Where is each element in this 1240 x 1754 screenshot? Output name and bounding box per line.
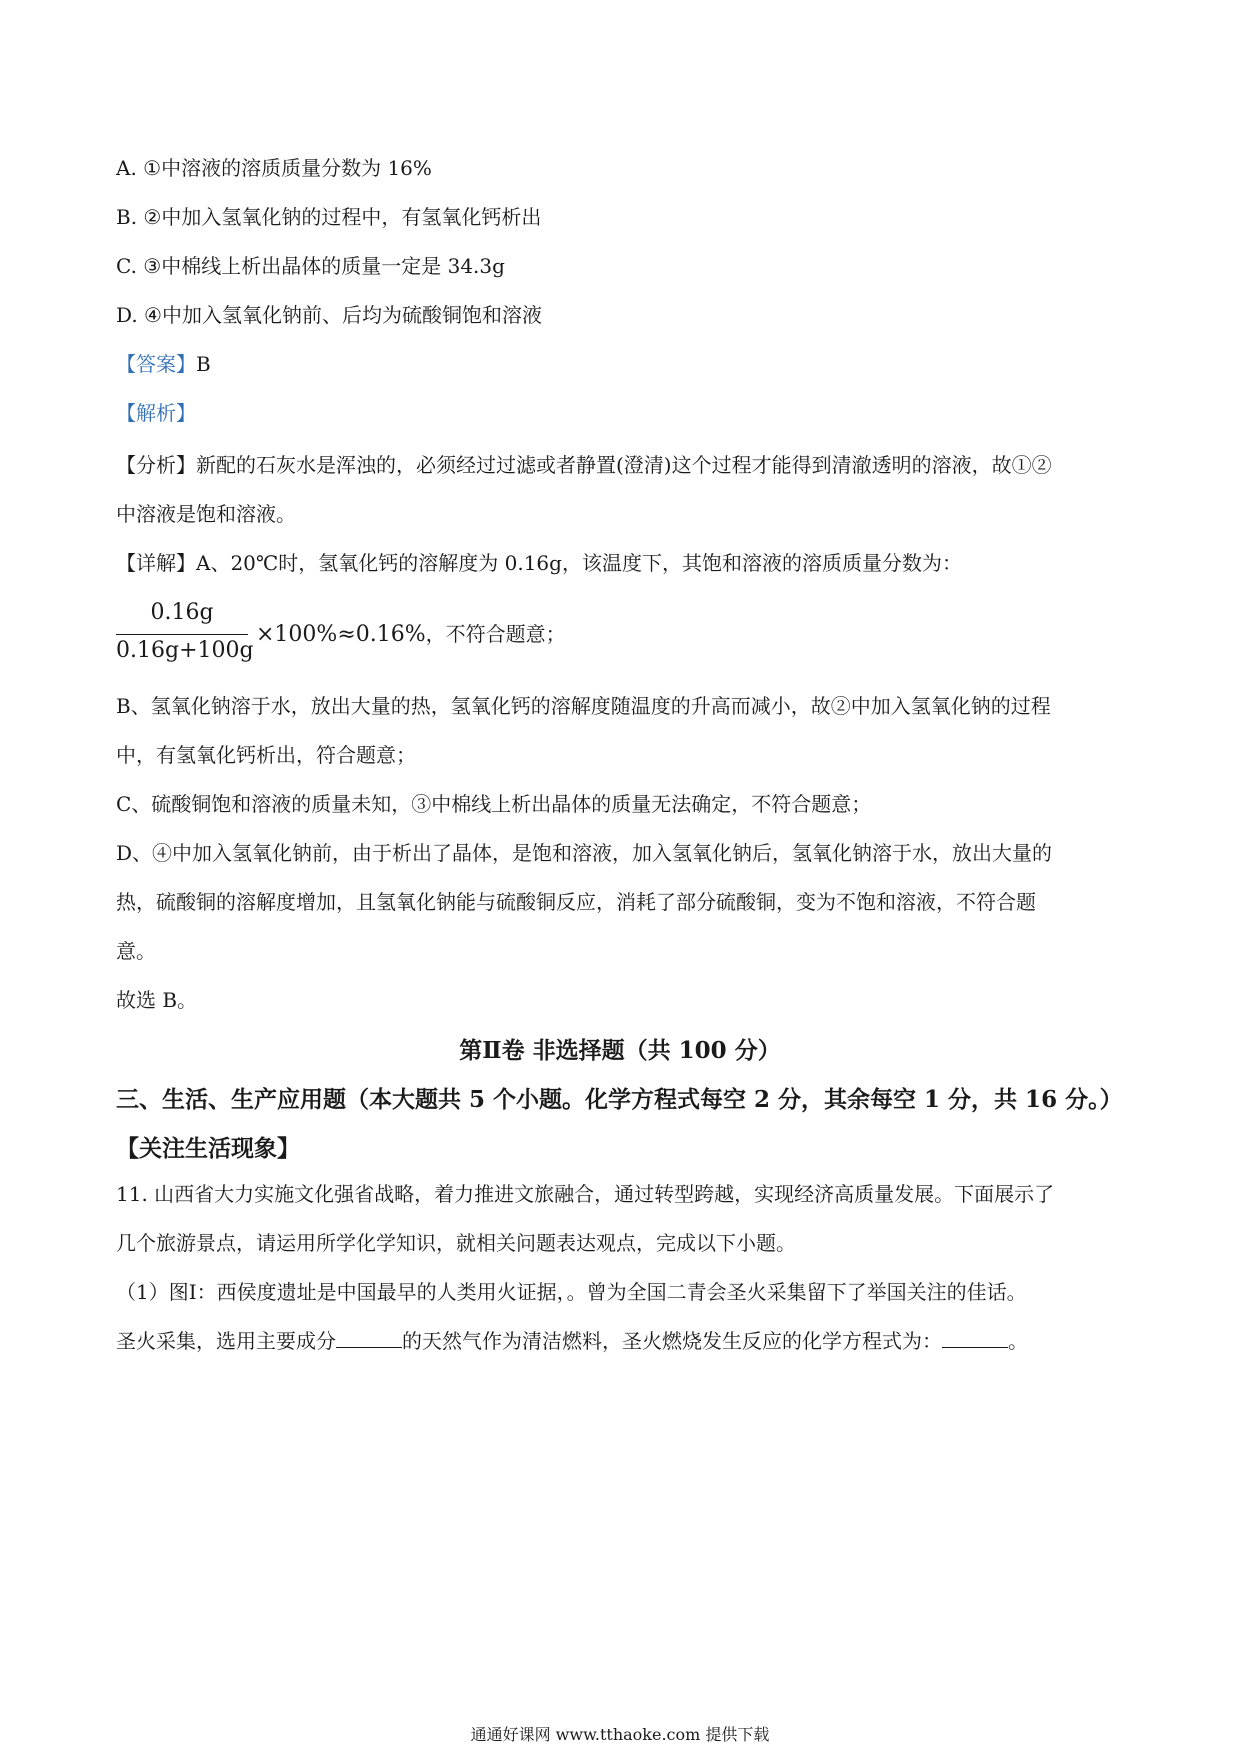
explain-d-2: 热，硫酸铜的溶解度增加，且氢氧化钠能与硫酸铜反应，消耗了部分硫酸铜，变为不饱和溶液，不符合题 [116, 890, 1036, 914]
q11-line-1: 11. 山西省大力实施文化强省战略，着力推进文旅融合，通过转型跨越，实现经济高质量发展。下面展示了 [116, 1182, 1055, 1206]
fraction-bar [116, 634, 248, 635]
fenxi-line-2: 中溶液是饱和溶液。 [116, 502, 296, 526]
fenxi-line-1 [116, 451, 1052, 479]
xiangjie-line-1 [116, 549, 962, 577]
q11-line-2: 几个旅游景点，请运用所学化学知识，就相关问题表达观点，完成以下小题。 [116, 1231, 796, 1255]
page-footer: 通通好课网 www.tthaoke.com 提供下载 [470, 1725, 770, 1744]
section-title: 第Ⅱ卷 非选择题（共 100 分） [459, 1037, 781, 1064]
formula-numerator: 0.16g [150, 600, 214, 625]
analysis-label: 【解析】 [116, 401, 196, 425]
q11-line-3: （1）图Ⅰ：西侯度遗址是中国最早的人类用火证据，。曾为全国二青会圣火采集留下了举国关注的佳话。 [116, 1280, 1027, 1304]
answer-blank-2 [942, 1329, 1008, 1348]
xiangjie-label: 【详解】 [116, 551, 196, 575]
q11-line-4-part-a: 圣火采集，选用主要成分 [116, 1329, 336, 1353]
explain-d-3: 意。 [116, 939, 156, 963]
explain-b-1: B、氢氧化钠溶于水，放出大量的热，氢氧化钙的溶解度随温度的升高而减小，故②中加入氢氧化钠的过程 [116, 694, 1051, 718]
formula-rest [256, 618, 566, 647]
formula-result: ×100%≈0.16% [256, 622, 426, 647]
explain-b-2: 中，有氢氧化钙析出，符合题意； [116, 743, 416, 767]
q11-line-4-part-b: 的天然气作为清洁燃料，圣火燃烧发生反应的化学方程式为： [402, 1329, 942, 1353]
explain-d-1: D、④中加入氢氧化钠前，由于析出了晶体，是饱和溶液，加入氢氧化钠后，氢氧化钠溶于水，放出大量的 [116, 841, 1053, 865]
option-a: A. ①中溶液的溶质质量分数为 16% [116, 156, 432, 180]
q11-line-4 [116, 1327, 1028, 1355]
explain-c-1: C、硫酸铜饱和溶液的质量未知，③中棉线上析出晶体的质量无法确定，不符合题意； [116, 792, 872, 816]
formula-comment: ，不符合题意； [425, 622, 566, 646]
answer-label: 【答案】 [116, 352, 196, 376]
option-b: B. ②中加入氢氧化钠的过程中，有氢氧化钙析出 [116, 205, 542, 229]
answer-line [116, 350, 211, 378]
fenxi-text-1: 新配的石灰水是浑浊的，必须经过过滤或者静置(澄清)这个过程才能得到清澈透明的溶液，故①② [196, 453, 1052, 477]
xiangjie-text-1: A、20℃时，氢氧化钙的溶解度为 0.16g，该温度下，其饱和溶液的溶质质量分数为： [196, 551, 962, 575]
section3-title: 三、生活、生产应用题（本大题共 5 个小题。化学方程式每空 2 分，其余每空 1 分，共 16 分。） [116, 1086, 1123, 1113]
answer-blank-1 [336, 1329, 402, 1348]
fenxi-label: 【分析】 [116, 453, 196, 477]
subsection-title: 【关注生活现象】 [116, 1135, 300, 1162]
option-d: D. ④中加入氢氧化钠前、后均为硫酸铜饱和溶液 [116, 303, 542, 327]
option-c: C. ③中棉线上析出晶体的质量一定是 34.3g [116, 254, 505, 278]
q11-line-4-part-c: 。 [1008, 1329, 1028, 1353]
formula-denominator: 0.16g+100g [116, 638, 254, 663]
conclusion: 故选 B。 [116, 988, 198, 1012]
answer-value: B [196, 352, 211, 376]
